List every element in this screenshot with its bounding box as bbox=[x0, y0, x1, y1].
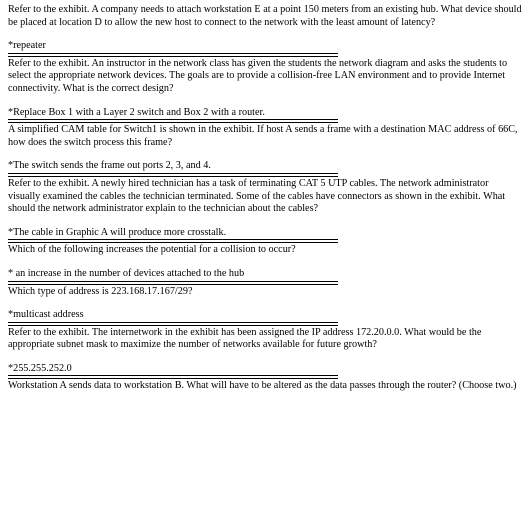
question-text: Which type of address is 223.168.17.167/29? bbox=[8, 285, 193, 297]
answer-text: * an increase in the number of devices attached to the hub bbox=[8, 267, 245, 279]
answer-text: *Replace Box 1 with a Layer 2 switch and Box 2 with a router. bbox=[8, 106, 265, 118]
question-text: Refer to the exhibit. A company needs to attach workstation E at a point 150 meters from an existing hub. What device should be placed at location D to allow the new host to connect to the network with the least amount of latency? bbox=[8, 4, 522, 28]
separator-rule bbox=[8, 322, 338, 326]
qa-item-8 bbox=[8, 380, 523, 393]
qa-item-7 bbox=[8, 327, 523, 376]
separator-rule bbox=[8, 375, 338, 379]
answer-text: *255.255.252.0 bbox=[8, 362, 72, 374]
qa-item-2 bbox=[8, 58, 523, 119]
qa-item-3 bbox=[8, 124, 523, 173]
qa-item-4 bbox=[8, 178, 523, 239]
qa-item-1 bbox=[8, 4, 523, 53]
answer-text: *The cable in Graphic A will produce more crosstalk. bbox=[8, 226, 227, 238]
separator-rule bbox=[8, 53, 338, 57]
qa-item-5 bbox=[8, 244, 523, 280]
answer-text: *repeater bbox=[8, 40, 46, 52]
qa-item-6 bbox=[8, 286, 523, 322]
separator-rule bbox=[8, 239, 338, 243]
question-text: Which of the following increases the potential for a collision to occur? bbox=[8, 244, 296, 256]
question-text: Workstation A sends data to workstation B. What will have to be altered as the data passes through the router? (Choose two.) bbox=[8, 380, 517, 392]
question-text: A simplified CAM table for Switch1 is shown in the exhibit. If host A sends a frame with a destination MAC address of 66C, how does the switch process this frame? bbox=[8, 124, 518, 148]
answer-text: *multicast address bbox=[8, 309, 84, 321]
separator-rule bbox=[8, 281, 338, 285]
question-text: Refer to the exhibit. The internetwork in the exhibit has been assigned the IP address 172.20.0.0. What would be the appropriate subnet mask to maximize the number of networks available for future growth? bbox=[8, 326, 482, 351]
question-text: Refer to the exhibit. An instructor in the network class has given the students the network diagram and asks the students to select the appropriate network devices. The goals are to provide a collision-free LAN environment and to provide Internet connectivity. What is the correct design? bbox=[8, 57, 508, 94]
separator-rule bbox=[8, 119, 338, 123]
question-text: Refer to the exhibit. A newly hired technician has a task of terminating CAT 5 UTP cables. The network administrator visually examined the cables the technician terminated. Some of the cables have connectors as shown in the exhibit. What should the network administrator explain to the technician about the cables? bbox=[8, 177, 506, 215]
separator-rule bbox=[8, 173, 338, 177]
answer-text: *The switch sends the frame out ports 2, 3, and 4. bbox=[8, 160, 211, 172]
